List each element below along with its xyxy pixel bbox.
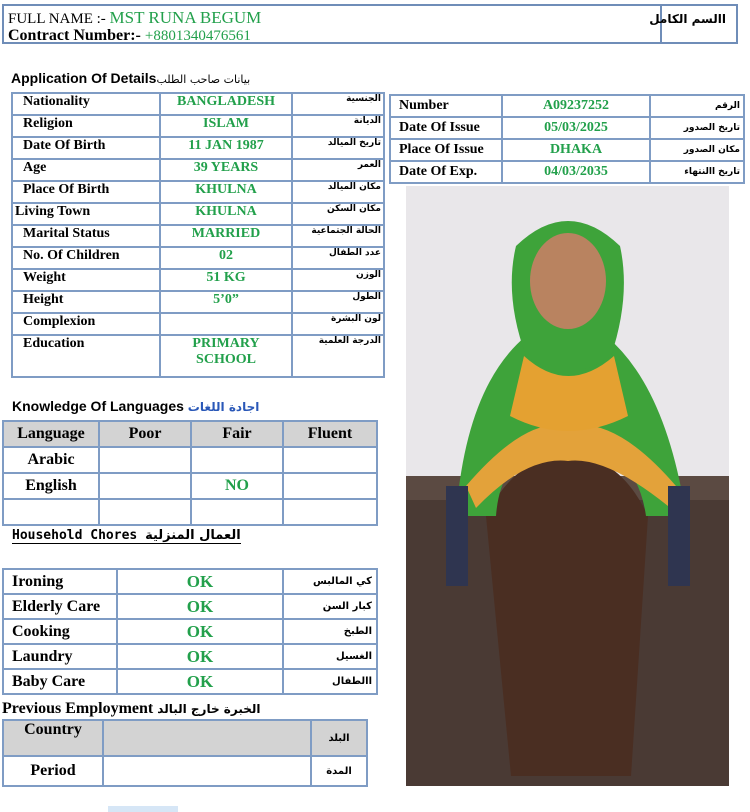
row-label: Date Of Exp. [390, 161, 502, 183]
full-name-arabic: االسم الكامل [649, 12, 726, 26]
row-label-ar: عدد الطفال [292, 247, 384, 269]
row-value: KHULNA [160, 181, 292, 203]
chore-value: OK [117, 619, 283, 644]
table-row [12, 93, 384, 115]
chores-table [2, 568, 378, 695]
table-row [12, 137, 384, 159]
language-name: Arabic [3, 447, 99, 473]
chore-label: Cooking [3, 619, 117, 644]
table-row [3, 447, 377, 473]
row-label: Nationality [12, 93, 160, 115]
table-header-row [3, 421, 377, 447]
country-value [103, 720, 311, 756]
table-row [390, 95, 744, 117]
row-label-ar: تاريخ الصدور [650, 117, 744, 139]
contract-line [8, 27, 251, 45]
row-value: 5’0” [160, 291, 292, 313]
row-value: 39 YEARS [160, 159, 292, 181]
row-label: Weight [12, 269, 160, 291]
row-value: 02 [160, 247, 292, 269]
table-row [12, 159, 384, 181]
employment-title-en: Previous Employment [2, 700, 158, 717]
chore-label-ar: كبار السن [283, 594, 377, 619]
passport-table [389, 94, 745, 184]
row-label-ar: الطول [292, 291, 384, 313]
country-label: Country [3, 720, 103, 756]
row-label-ar: مكان السكن [292, 203, 384, 225]
table-row [3, 473, 377, 499]
row-value: 05/03/2025 [502, 117, 650, 139]
row-label-ar: الجنسية [292, 93, 384, 115]
row-value: 04/03/2035 [502, 161, 650, 183]
row-label-ar: مكان الميالد [292, 181, 384, 203]
row-value: MARRIED [160, 225, 292, 247]
row-label: Number [390, 95, 502, 117]
chore-label-ar: الغسيل [283, 644, 377, 669]
languages-table [2, 420, 378, 526]
header-fair: Fair [191, 421, 283, 447]
chore-value: OK [117, 594, 283, 619]
chores-title-ar: العمال المنزلية [145, 528, 241, 543]
table-row [12, 203, 384, 225]
header-poor: Poor [99, 421, 191, 447]
employment-title-ar: الخبرة خارج البالد [157, 702, 261, 716]
table-row [3, 594, 377, 619]
language-name [3, 499, 99, 525]
language-fluent [283, 447, 377, 473]
row-value: A09237252 [502, 95, 650, 117]
footer-block [108, 806, 178, 812]
header-box [2, 4, 738, 44]
chores-title [12, 528, 241, 544]
language-fair: NO [191, 473, 283, 499]
row-value: ISLAM [160, 115, 292, 137]
chore-value: OK [117, 644, 283, 669]
applicant-photo [406, 186, 729, 786]
table-row [390, 117, 744, 139]
photo-icon [406, 186, 729, 786]
row-label: Place Of Issue [390, 139, 502, 161]
table-row [3, 569, 377, 594]
header-fluent: Fluent [283, 421, 377, 447]
chore-label: Laundry [3, 644, 117, 669]
country-label-ar: البلد [311, 720, 367, 756]
table-row [3, 499, 377, 525]
chore-label-ar: االطفال [283, 669, 377, 694]
row-label: Date Of Birth [12, 137, 160, 159]
row-label: Education [12, 335, 160, 377]
details-table [11, 92, 385, 378]
chore-label: Baby Care [3, 669, 117, 694]
chore-label-ar: كي المالبس [283, 569, 377, 594]
period-label-ar: المدة [311, 756, 367, 786]
chore-value: OK [117, 569, 283, 594]
full-name-line [8, 8, 261, 28]
row-value [160, 313, 292, 335]
employment-title [2, 700, 261, 718]
row-label-ar: لون البشرة [292, 313, 384, 335]
language-poor [99, 447, 191, 473]
row-label: Marital Status [12, 225, 160, 247]
row-label: Complexion [12, 313, 160, 335]
row-value: 51 KG [160, 269, 292, 291]
row-label-ar: الحالة الجتماعية [292, 225, 384, 247]
chore-label: Elderly Care [3, 594, 117, 619]
row-value: PRIMARY SCHOOL [160, 335, 292, 377]
row-label: Place Of Birth [12, 181, 160, 203]
languages-title [12, 398, 259, 414]
row-label: No. Of Children [12, 247, 160, 269]
full-name-label: FULL NAME :- [8, 11, 110, 27]
table-row [12, 247, 384, 269]
row-label: Height [12, 291, 160, 313]
table-row [12, 335, 384, 377]
table-row [3, 644, 377, 669]
language-name: English [3, 473, 99, 499]
language-poor [99, 499, 191, 525]
language-fair [191, 447, 283, 473]
contract-number: +8801340476561 [144, 28, 251, 44]
period-value [103, 756, 311, 786]
row-label-ar: الدرجة العلمية [292, 335, 384, 377]
row-label: Date Of Issue [390, 117, 502, 139]
chores-title-en: Household Chores [12, 528, 146, 543]
table-row [390, 139, 744, 161]
row-label: Living Town [12, 203, 160, 225]
table-row [3, 669, 377, 694]
employment-table [2, 719, 368, 787]
language-poor [99, 473, 191, 499]
row-label-ar: الديانة [292, 115, 384, 137]
chore-value: OK [117, 669, 283, 694]
row-label-ar: العمر [292, 159, 384, 181]
row-label: Religion [12, 115, 160, 137]
table-row [390, 161, 744, 183]
row-value: 11 JAN 1987 [160, 137, 292, 159]
table-row [12, 291, 384, 313]
row-label: Age [12, 159, 160, 181]
row-label-ar: الرقم [650, 95, 744, 117]
table-row [3, 619, 377, 644]
table-row [3, 756, 367, 786]
application-title [11, 70, 250, 86]
table-row [12, 181, 384, 203]
languages-title-en: Knowledge Of Languages [12, 398, 188, 414]
full-name-value: MST RUNA BEGUM [109, 8, 262, 27]
table-row [12, 225, 384, 247]
contract-label: Contract Number:- [8, 27, 145, 44]
row-value: BANGLADESH [160, 93, 292, 115]
chore-label: Ironing [3, 569, 117, 594]
table-row [12, 115, 384, 137]
row-value: KHULNA [160, 203, 292, 225]
language-fair [191, 499, 283, 525]
header-language: Language [3, 421, 99, 447]
languages-title-ar: اجادة اللغات [187, 400, 260, 414]
language-fluent [283, 499, 377, 525]
row-label-ar: تاريخ االنتهاء [650, 161, 744, 183]
row-label-ar: تاريخ الميالد [292, 137, 384, 159]
row-value: DHAKA [502, 139, 650, 161]
row-label-ar: مكان الصدور [650, 139, 744, 161]
period-label: Period [3, 756, 103, 786]
table-row [12, 313, 384, 335]
language-fluent [283, 473, 377, 499]
application-title-ar: بيانات صاحب الطلب [156, 73, 251, 86]
application-title-en: Application Of Details [11, 70, 157, 86]
row-label-ar: الوزن [292, 269, 384, 291]
chore-label-ar: الطبخ [283, 619, 377, 644]
table-row [12, 269, 384, 291]
table-row [3, 720, 367, 756]
